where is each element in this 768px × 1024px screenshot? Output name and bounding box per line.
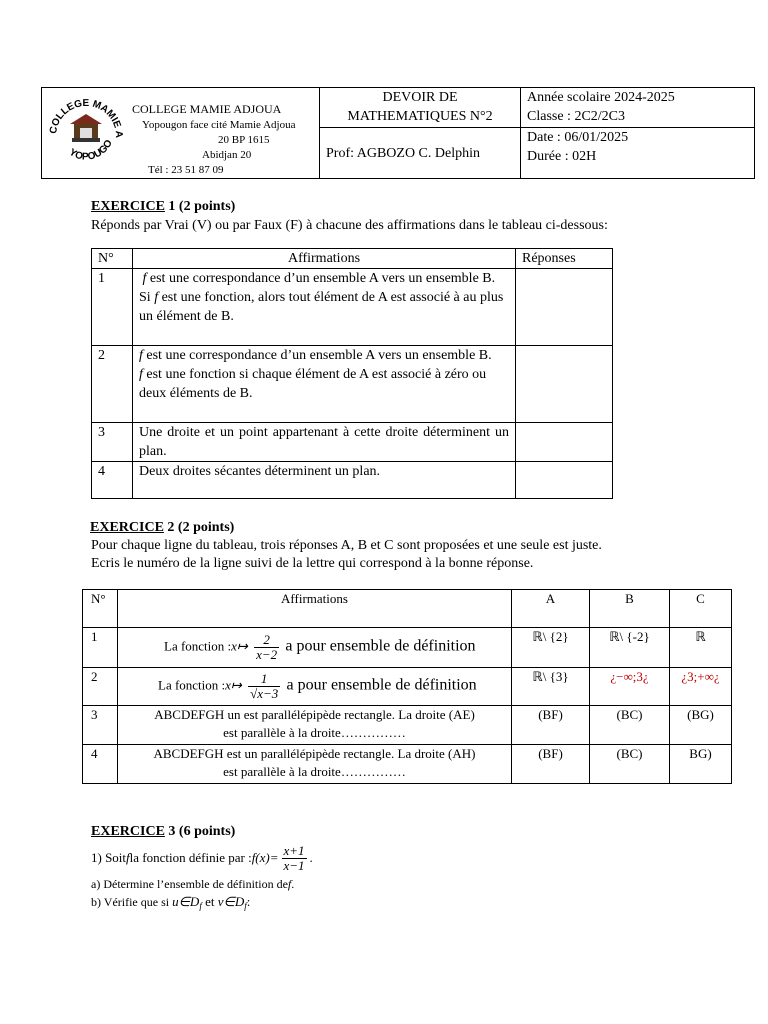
table-row — [83, 706, 732, 745]
answer-cell[interactable] — [516, 423, 613, 462]
answer-cell[interactable] — [516, 346, 613, 423]
svg-text:COLLEGE MAMIE ADJOUA: COLLEGE MAMIE A — [47, 97, 125, 139]
ex1-instruction: Réponds par Vrai (V) ou par Faux (F) à chacune des affirmations dans le tableau ci-dessous: — [91, 218, 608, 233]
table-row — [92, 423, 613, 462]
affirmation-cell: La fonction :x↦ $\frac{2}{x-2}$ a pour ensemble de définition — [118, 628, 512, 668]
ex1-col-rep: Réponses — [516, 249, 613, 269]
title-line2: MATHEMATIQUES N°2 — [347, 109, 493, 124]
row-number: 4 — [92, 462, 133, 499]
row-number: 3 — [92, 423, 133, 462]
school-name: COLLEGE MAMIE ADJOUA — [132, 102, 282, 116]
choice-c: ¿3;+∞¿ — [670, 668, 732, 706]
class-label: Classe : 2C2/2C3 — [527, 109, 626, 124]
school-year: Année scolaire 2024-2025 — [527, 90, 675, 105]
affirmation-cell: ABCDEFGH un est parallélépipède rectangle. La droite (AE) est parallèle à la droite…………… — [118, 706, 512, 745]
ex2-col-c: C — [670, 590, 732, 628]
affirmation-cell: Deux droites sécantes déterminent un plan. — [133, 462, 516, 499]
row-number: 3 — [83, 706, 118, 745]
choice-a: ℝ\ {2} — [512, 628, 590, 668]
ex3-question-a: a) Détermine l’ensemble de définition def. — [91, 877, 295, 891]
school-cell — [42, 88, 320, 179]
answer-cell[interactable] — [516, 269, 613, 346]
table-row — [83, 745, 732, 784]
title-cell — [320, 88, 521, 128]
prof-cell — [320, 128, 521, 179]
ex2-instruction-1: Pour chaque ligne du tableau, trois réponses A, B et C sont proposées et une seule est juste. — [91, 538, 602, 553]
choice-c: ℝ — [670, 628, 732, 668]
school-logo — [46, 92, 126, 174]
table-row — [92, 269, 613, 346]
svg-text:YOPOUGON: YOPOUGO — [67, 138, 115, 163]
ex2-col-a: A — [512, 590, 590, 628]
ex2-heading: EXERCICE 2 (2 points) — [90, 520, 235, 535]
choice-b: ℝ\ {-2} — [590, 628, 670, 668]
school-bp: 20 BP 1615 — [218, 134, 270, 146]
year-cell — [521, 88, 755, 128]
choice-b: (BC) — [590, 745, 670, 784]
choice-b: ¿−∞;3¿ — [590, 668, 670, 706]
school-address: Yopougon face cité Mamie Adjoua — [142, 119, 296, 131]
row-number: 4 — [83, 745, 118, 784]
prof-name: Prof: AGBOZO C. Delphin — [326, 145, 480, 161]
ex3-question-1: 1) Soit f la fonction définie par : f(x)= $\frac{x+1}{x-1}$ . — [91, 842, 313, 873]
row-number: 2 — [83, 668, 118, 706]
choice-c: BG) — [670, 745, 732, 784]
ex2-col-num: N° — [83, 590, 118, 628]
row-number: 2 — [92, 346, 133, 423]
affirmation-cell: Une droite et un point appartenant à cette droite déterminent un plan. — [133, 423, 516, 462]
school-phone: Tél : 23 51 87 09 — [148, 164, 224, 176]
ex3-question-b: b) Vérifie que si $u\in D_f$ et $v\in D_f$: — [91, 894, 251, 911]
school-city: Abidjan 20 — [202, 149, 252, 161]
table-row — [83, 628, 732, 668]
ex1-col-num: N° — [92, 249, 133, 269]
exam-duration: Durée : 02H — [527, 149, 597, 164]
date-cell — [521, 128, 755, 179]
choice-a: ℝ\ {3} — [512, 668, 590, 706]
affirmation-cell: La fonction :x↦ $\frac{1}{√x-3}$ a pour ensemble de définition — [118, 668, 512, 706]
row-number: 1 — [83, 628, 118, 668]
title-line1: DEVOIR DE — [382, 90, 458, 105]
ex2-col-b: B — [590, 590, 670, 628]
table-row — [92, 462, 613, 499]
ex2-instruction-2: Ecris le numéro de la ligne suivi de la lettre qui correspond à la bonne réponse. — [91, 556, 534, 571]
choice-b: (BC) — [590, 706, 670, 745]
choice-c: (BG) — [670, 706, 732, 745]
ex3-heading: EXERCICE 3 (6 points) — [91, 824, 236, 839]
table-row — [83, 668, 732, 706]
affirmation-cell: f est une correspondance d’un ensemble A vers un ensemble B. Si f est une fonction, alors tout élément de A est associé à au plus un élément de B. — [133, 269, 516, 346]
choice-a: (BF) — [512, 706, 590, 745]
choice-a: (BF) — [512, 745, 590, 784]
affirmation-cell: ABCDEFGH est un parallélépipède rectangle. La droite (AH) est parallèle à la droite…………… — [118, 745, 512, 784]
answer-cell[interactable] — [516, 462, 613, 499]
header-table — [41, 87, 755, 179]
ex2-table — [82, 589, 732, 784]
affirmation-cell: f est une correspondance d’un ensemble A vers un ensemble B. f est une fonction si chaque élément de A est associé à zéro ou deux éléments de B. — [133, 346, 516, 423]
exam-date: Date : 06/01/2025 — [527, 130, 629, 145]
row-number: 1 — [92, 269, 133, 346]
ex2-col-aff: Affirmations — [118, 590, 512, 628]
ex1-table — [91, 248, 613, 499]
ex1-heading: EXERCICE 1 (2 points) — [91, 199, 236, 214]
ex1-col-aff: Affirmations — [133, 249, 516, 269]
table-row — [92, 346, 613, 423]
